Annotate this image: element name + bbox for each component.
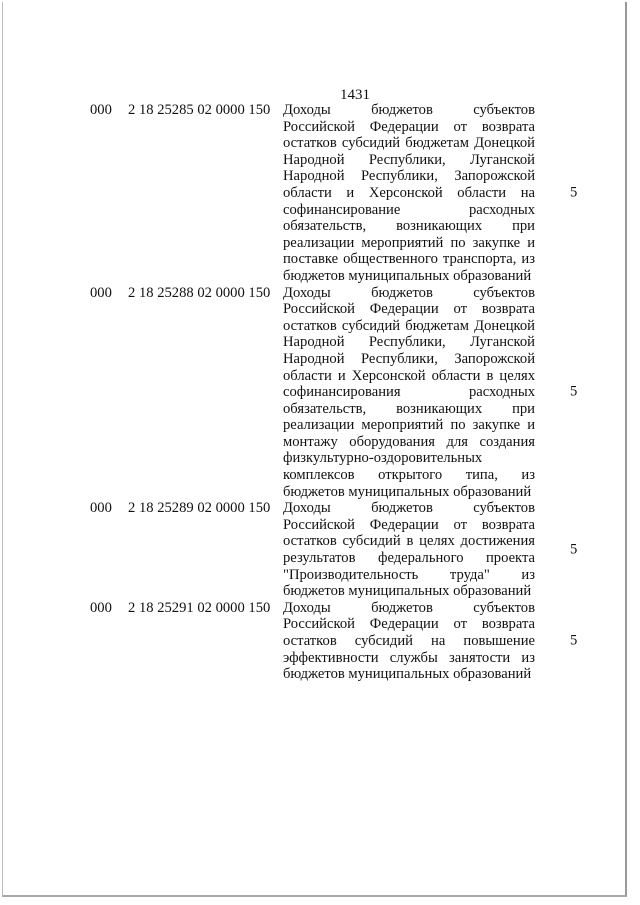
admin-code: 000 [90,599,112,616]
description-line: обязательств, возникающих при [283,218,535,235]
description-line: Доходы бюджетов субъектов [283,102,535,118]
description-line: Народной Республики, Луганской [283,151,535,168]
description-line: остатков субсидий на повышение [283,633,535,649]
description-line: Российской Федерации от возврата [283,516,535,533]
description-line: Народной Республики, Луганской [283,334,535,351]
standard-value: 5 [570,541,578,558]
description-line: остатков субсидий бюджетам Донецкой [283,317,535,334]
description-line: бюджетов муниципальных образований [283,666,532,683]
table-row [90,102,590,285]
description-line: Российской Федерации от возврата [283,301,535,318]
description-line: софинансирование расходных [283,201,535,218]
standard-value: 5 [570,184,578,201]
description-line: области и Херсонской области в целях [283,367,535,384]
description-line: Доходы бюджетов субъектов [283,500,535,517]
admin-code: 000 [90,284,112,301]
admin-code: 000 [90,102,112,118]
table-row [90,500,590,600]
description-line: бюджетов муниципальных образований [283,267,532,284]
page-number: 1431 [340,87,370,103]
description-line: области и Херсонской области на [283,184,535,201]
description-line: комплексов открытого типа, из [283,467,535,484]
description-line: бюджетов муниципальных образований [283,483,532,500]
budget-classification-code: 2 18 25289 02 0000 150 [128,500,271,517]
budget-classification-code: 2 18 25288 02 0000 150 [128,284,271,301]
description-line: Народной Республики, Запорожской [283,168,535,185]
standard-value: 5 [570,384,578,401]
table-row [90,285,590,501]
description-line: эффективности службы занятости из [283,649,535,666]
description-line: результатов федерального проекта [283,550,535,567]
description-line: софинансирования расходных [283,384,535,401]
description-line: реализации мероприятий по закупке и [283,234,535,251]
description-line: физкультурно-оздоровительных [283,450,483,467]
description-line: Доходы бюджетов субъектов [283,284,535,301]
description-line: монтажу оборудования для создания [283,433,535,450]
standard-value: 5 [570,633,578,649]
description-line: "Производительность труда" из [283,566,535,583]
description-line: реализации мероприятий по закупке и [283,417,535,434]
description-line: Российской Федерации от возврата [283,118,535,135]
budget-classification-code: 2 18 25291 02 0000 150 [128,599,271,616]
description-line: бюджетов муниципальных образований [283,583,532,600]
budget-classification-code: 2 18 25285 02 0000 150 [128,102,271,118]
description-line: остатков субсидий в целях достижения [283,533,535,550]
description-line: обязательств, возникающих при [283,400,535,417]
budget-codes-table [90,102,590,683]
income-description [283,285,535,501]
income-description [283,600,535,683]
description-line: Доходы бюджетов субъектов [283,599,535,616]
description-line: Российской Федерации от возврата [283,616,535,633]
table-row [90,600,590,683]
description-line: поставке общественного транспорта, из [283,251,535,268]
admin-code: 000 [90,500,112,517]
income-description [283,102,535,285]
description-line: остатков субсидий бюджетам Донецкой [283,135,535,152]
income-description [283,500,535,600]
description-line: Народной Республики, Запорожской [283,350,535,367]
